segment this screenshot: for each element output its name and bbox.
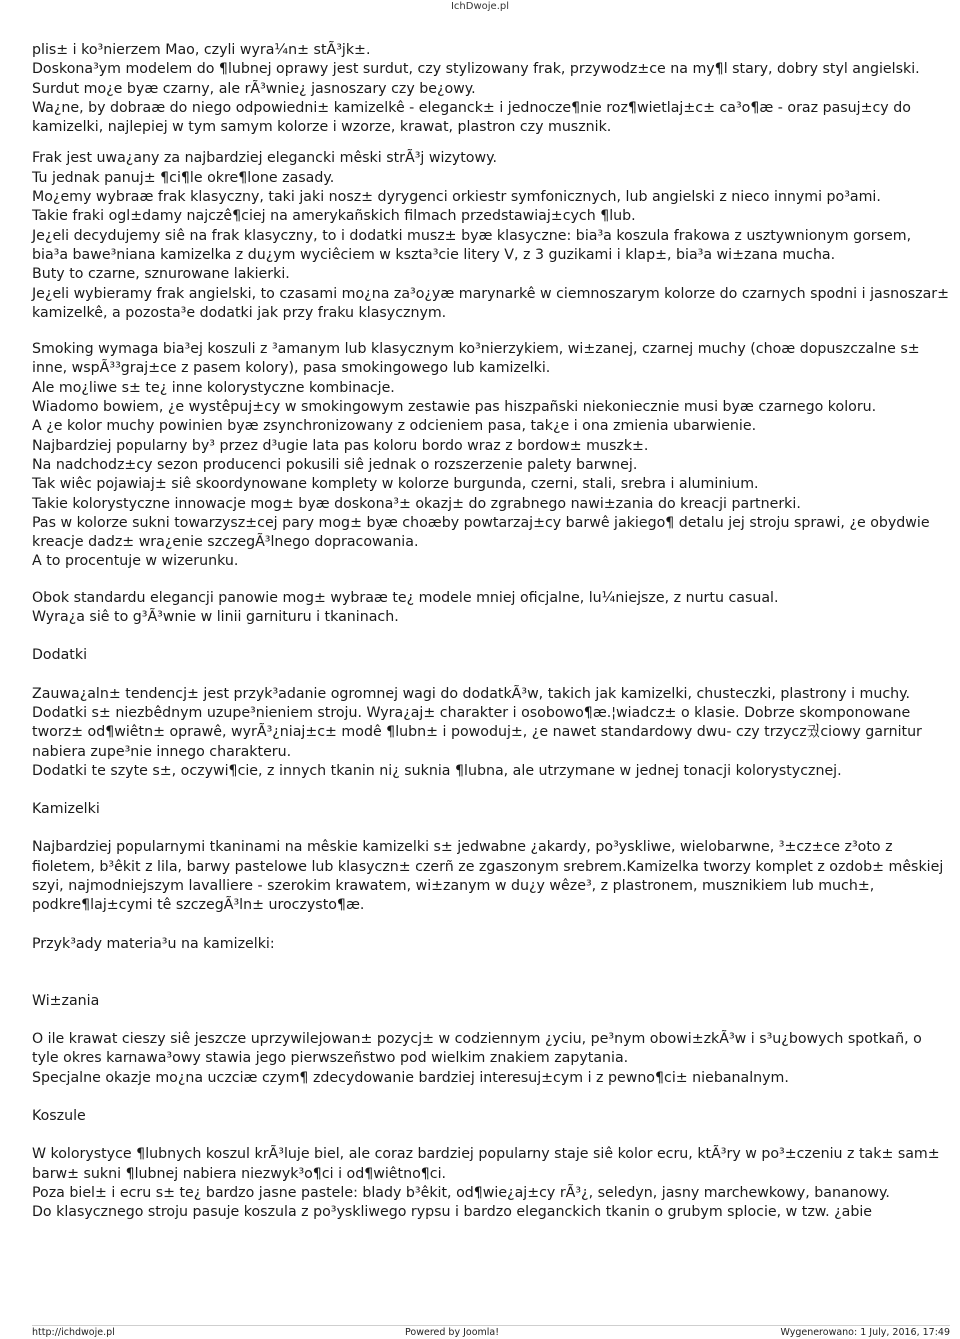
paragraph: Tu jednak panuj± ¶ci¶le okre¶lone zasady. [32, 169, 335, 186]
paragraph: plis± i ko³nierzem Mao, czyli wyra¼n± stÃ³jk±. [32, 42, 371, 58]
section-heading: Koszule [32, 1108, 86, 1125]
paragraph: Zauwa¿aln± tendencj± jest przyk³adanie ogromnej wagi do dodatkÃ³w, takich jak kamizelki, chusteczki, plastrony i muchy. Dodatki s± niezbêdnym uzupe³nieniem stroju. Wyra¿aj± charakter i osobowo¶æ.¦wiadcz± o klasie. Dobrze skomponowane tworz± od¶wiêtn± oprawê, wyrÃ³¿niaj±c± modê ¶lubn± i powoduj±, ¿e nawet standardowy dwu- czy trzycz궜ciowy garnitur nabiera zupe³nie innego charakteru. [32, 685, 922, 760]
paragraph: Buty to czarne, sznurowane lakierki. [32, 266, 290, 283]
paragraph: Doskona³ym modelem do ¶lubnej oprawy jest surdut, czy stylizowany frak, przywodz±ce na my¶l stary, dobry styl angielski. [32, 61, 920, 78]
paragraph: Przyk³ady materia³u na kamizelki: [32, 935, 275, 952]
section-heading: Dodatki [32, 647, 88, 664]
paragraph: Poza biel± i ecru s± te¿ bardzo jasne pastele: blady b³êkit, od¶wie¿aj±cy rÃ³¿, seledyn, jasny marchewkowy, bananowy. [32, 1184, 890, 1201]
paragraph: Dodatki te szyte s±, oczywi¶cie, z innych tkanin ni¿ suknia ¶lubna, ale utrzymane w jednej tonacji kolorystycznej. [32, 762, 842, 779]
paragraph: Mo¿emy wybraæ frak klasyczny, taki jaki nosz± dyrygenci orkiestr symfonicznych, lub angielski z nieco innymi po³ami. [32, 189, 881, 206]
paragraph: Takie kolorystyczne innowacje mog± byæ doskona³± okazj± do zgrabnego nawi±zania do kreacji partnerki. [32, 495, 801, 512]
paragraph: Na nadchodz±cy sezon producenci pokusili siê jednak o rozszerzenie palety barwnej. [32, 456, 638, 473]
paragraph: Najbardziej popularnymi tkaninami na mêskie kamizelki s± jedwabne ¿akardy, po³yskliwe, wielobarwne, ³±cz±ce z³oto z fioletem, b³êkit z lila, barwy pastelowe lub klasyczn± czerñ ze zgaszonym srebrem.Kamizelka tworzy komplet z ozdob± mêskiej szyi, najmodniejszym lavalliere - szerokim krawatem, wi±zanym w du¿y wêze³, z plastronem, musznikiem lub much±, podkre¶laj±cymi tê szczegÃ³ln± uroczysto¶æ. [32, 839, 944, 914]
paragraph: Obok standardu elegancji panowie mog± wybraæ te¿ modele mniej oficjalne, lu¼niejsze, z nurtu casual. [32, 589, 779, 606]
site-name: IchDwoje.pl [450, 1, 510, 12]
article-body [32, 41, 950, 1223]
paragraph: O ile krawat cieszy siê jeszcze uprzywilejowan± pozycj± w codziennym ¿yciu, pe³nym obowi±zkÃ³w i s³u¿bowych spotkañ, o tyle okres karnawa³owy stawia jego pierwszeñstwo pod wielkim znakiem zapytania. [32, 1031, 922, 1067]
paragraph: Ale mo¿liwe s± te¿ inne kolorystyczne kombinacje. [32, 379, 395, 396]
paragraph: Smoking wymaga bia³ej koszuli z ³amanym lub klasycznym ko³nierzykiem, wi±zanej, czarnej muchy (choæ dopuszczalne s± inne, wspÃ³³graj±ce z pasem kolory), pasa smokingowego lub kamizelki. [32, 341, 920, 377]
paragraph: Je¿eli wybieramy frak angielski, to czasami mo¿na za³o¿yæ marynarkê w ciemnoszarym kolorze do czarnych spodni i jasnoszar± kamizelkê, a pozosta³e dodatki jak przy fraku klasycznym. [32, 285, 950, 321]
section-heading: Kamizelki [32, 801, 100, 818]
page-footer [32, 1325, 950, 1338]
paragraph: Wyra¿a siê to g³Ã³wnie w linii garnituru i tkaninach. [32, 609, 399, 626]
paragraph: Wiadomo bowiem, ¿e wystêpuj±cy w smokingowym zestawie pas hiszpañski niekoniecznie musi byæ czarnego koloru. [32, 399, 877, 416]
paragraph: W kolorystyce ¶lubnych koszul krÃ³luje biel, ale coraz bardziej popularny staje siê kolor ecru, ktÃ³ry w po³±czeniu z tak± sam± barw± sukni ¶lubnej nabiera niezwyk³o¶ci i od¶wiêtno¶ci. [32, 1146, 940, 1182]
paragraph: A to procentuje w wizerunku. [32, 553, 239, 570]
paragraph: Surdut mo¿e byæ czarny, ale rÃ³wnie¿ jasnoszary czy be¿owy. [32, 80, 476, 97]
footer-powered-by: Powered by Joomla! [405, 1327, 500, 1338]
paragraph: A ¿e kolor muchy powinien byæ zsynchronizowany z odcieniem pasa, tak¿e i ona zmienia ubarwienie. [32, 418, 757, 435]
section-heading: Wi±zania [32, 992, 100, 1009]
footer-generated-date: Wygenerowano: 1 July, 2016, 17:49 [780, 1327, 950, 1338]
paragraph: Pas w kolorze sukni towarzysz±cej pary mog± byæ choæby powtarzaj±cy barwê jakiego¶ detalu jej stroju sprawi, ¿e obydwie kreacje dadz± wra¿enie szczegÃ³lnego dopracowania. [32, 514, 930, 551]
footer-url-link[interactable]: http://ichdwoje.pl [32, 1327, 115, 1338]
paragraph: Specjalne okazje mo¿na uczciæ czym¶ zdecydowanie bardziej interesuj±cym i z pewno¶ci± niebanalnym. [32, 1069, 789, 1086]
paragraph: Do klasycznego stroju pasuje koszula z po³yskliwego rypsu i bardzo eleganckich tkanin o grubym splocie, w tzw. ¿abie [32, 1204, 873, 1221]
paragraph: Wa¿ne, by dobraæ do niego odpowiedni± kamizelkê - eleganck± i jednocze¶nie roz¶wietlaj±c± ca³o¶æ - oraz pasuj±cy do kamizelki, najlepiej w tym samym kolorze i wzorze, krawat, plastron czy musznik. [32, 99, 911, 136]
paragraph: Najbardziej popularny by³ przez d³ugie lata pas koloru bordo wraz z bordow± muszk±. [32, 437, 649, 454]
paragraph: Frak jest uwa¿any za najbardziej elegancki mêski strÃ³j wizytowy. [32, 150, 497, 167]
site-header [0, 0, 960, 14]
paragraph: Je¿eli decydujemy siê na frak klasyczny, to i dodatki musz± byæ klasyczne: bia³a koszula frakowa z usztywnionym gorsem, bia³a bawe³niana kamizelka z du¿ym wyciêciem w kszta³cie litery V, z 3 guzikami i klap±, bia³a wi±zana mucha. [32, 227, 912, 263]
paragraph: Takie fraki ogl±damy najczê¶ciej na amerykañskich filmach przedstawiaj±cych ¶lub. [32, 208, 636, 225]
paragraph: Tak wiêc pojawiaj± siê skoordynowane komplety w kolorze burgunda, czerni, stali, srebra i aluminium. [32, 476, 759, 493]
